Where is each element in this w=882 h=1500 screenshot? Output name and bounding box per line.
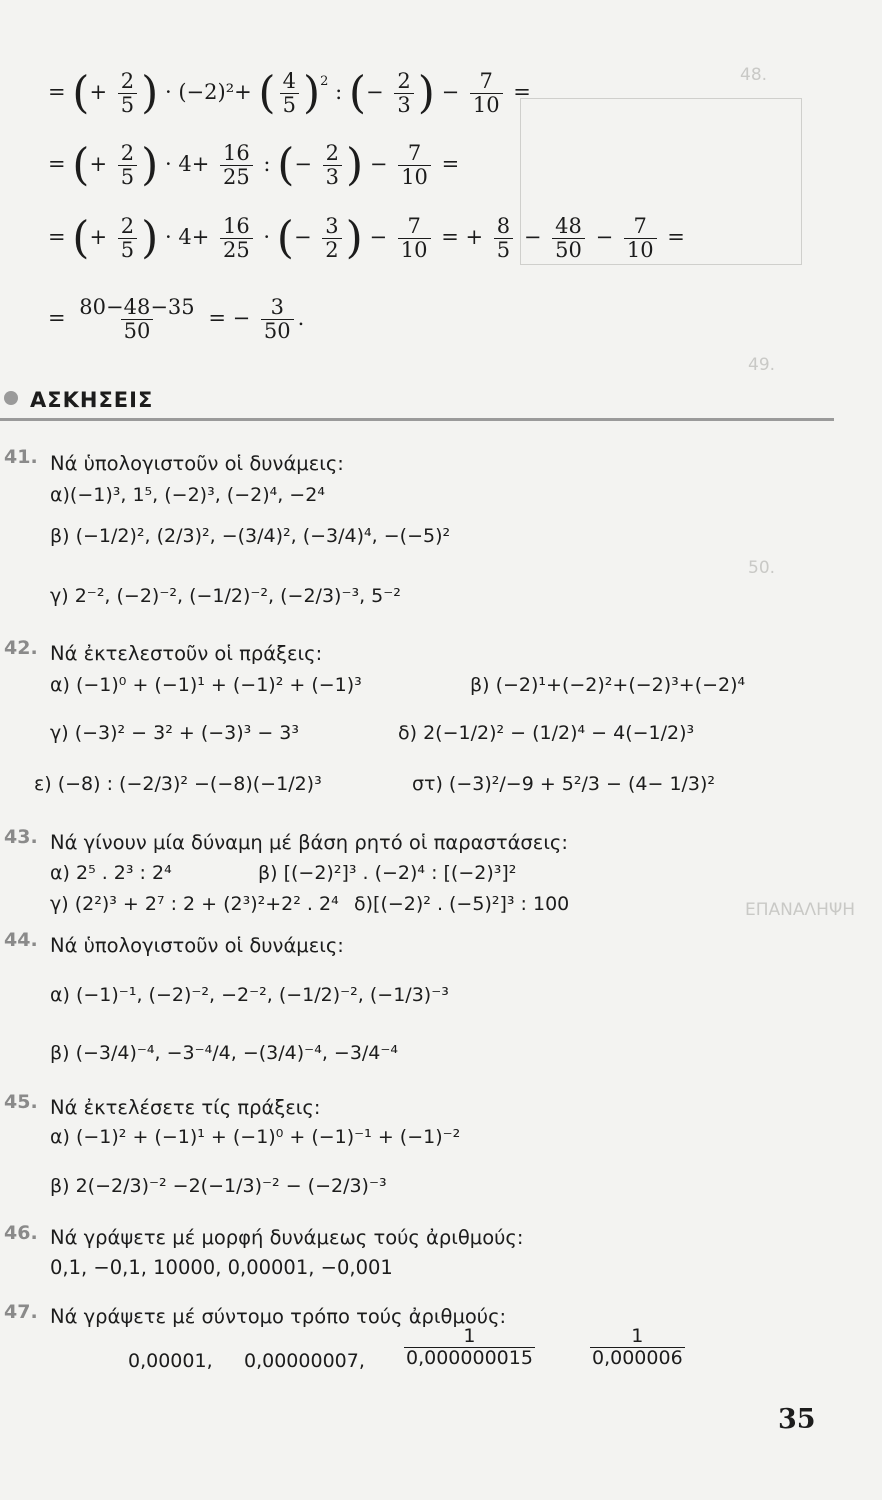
bleed-through-text: 50.: [748, 558, 776, 578]
exercise-41-part-a: α)(−1)³, 1⁵, (−2)³, (−2)⁴, −2⁴: [50, 484, 325, 506]
exercise-47-number-b: 0,00000007,: [244, 1350, 365, 1372]
bleed-through-text: 49.: [748, 355, 776, 375]
exercise-43-text: Νά γίνουν μία δύναμη μέ βάση ρητό οἱ παραστάσεις:: [50, 831, 568, 854]
exercise-42-part-d: δ) 2(−1/2)² − (1/2)⁴ − 4(−1/2)³: [398, 722, 695, 744]
exercise-45-part-b: β) 2(−2/3)⁻² −2(−1/3)⁻² − (−2/3)⁻³: [50, 1175, 387, 1197]
exercise-41-number: 41.: [4, 446, 38, 468]
exercise-44-part-b: β) (−3/4)⁻⁴, −3⁻⁴/4, −(3/4)⁻⁴, −3/4⁻⁴: [50, 1042, 399, 1064]
exercise-47-fraction-c: $\frac{1}{0,000000015}$: [406, 1325, 533, 1369]
exercise-42-part-a: α) (−1)⁰ + (−1)¹ + (−1)² + (−1)³: [50, 674, 362, 696]
exercise-42-part-b: β) (−2)¹+(−2)²+(−2)³+(−2)⁴: [470, 674, 746, 696]
section-rule: [0, 418, 834, 421]
exercise-47-number-a: 0,00001,: [128, 1350, 213, 1372]
exercise-43-part-a: α) 2⁵ . 2³ : 2⁴: [50, 862, 172, 884]
bleed-through-text: ΕΠΑΝΑΛΗΨΗ: [745, 900, 856, 920]
section-bullet: [4, 391, 18, 405]
exercise-46-numbers: 0,1, −0,1, 10000, 0,00001, −0,001: [50, 1256, 393, 1279]
exercise-43-part-c: γ) (2²)³ + 2⁷ : 2 + (2³)²+2² . 2⁴: [50, 893, 339, 915]
exercise-45-part-a: α) (−1)² + (−1)¹ + (−1)⁰ + (−1)⁻¹ + (−1)⁻²: [50, 1126, 461, 1148]
exercise-47-fraction-d: $\frac{1}{0,000006}$: [592, 1325, 683, 1369]
exercise-41-text: Νά ὑπολογιστοῦν οἱ δυνάμεις:: [50, 452, 344, 475]
exercise-46-number: 46.: [4, 1222, 38, 1244]
exercise-42-part-c: γ) (−3)² − 3² + (−3)³ − 3³: [50, 722, 300, 744]
exercise-44-text: Νά ὑπολογιστοῦν οἱ δυνάμεις:: [50, 934, 344, 957]
section-title: ΑΣΚΗΣΕΙΣ: [30, 388, 154, 412]
exercise-42-part-f: στ) (−3)²/−9 + 5²/3 − (4− 1/3)²: [412, 773, 716, 795]
exercise-41-part-b: β) (−1/2)², (2/3)², −(3/4)², (−3/4)⁴, −(−5)²: [50, 525, 451, 547]
derivation-line-1: = (+ $\frac{2}{5}$ ) · (−2)²+ ( $\frac{4}{5}$ )$^2$ : (− $\frac{2}{3}$ ) − $\frac{7}{10}$ =: [48, 67, 531, 119]
exercise-42-part-e: ε) (−8) : (−2/3)² −(−8)(−1/2)³: [34, 773, 322, 795]
page-number: 35: [778, 1404, 816, 1435]
exercise-45-number: 45.: [4, 1091, 38, 1113]
exercise-43-part-b: β) [(−2)²]³ . (−2)⁴ : [(−2)³]²: [258, 862, 517, 884]
exercise-41-part-c: γ) 2⁻², (−2)⁻², (−1/2)⁻², (−2/3)⁻³, 5⁻²: [50, 585, 401, 607]
exercise-44-number: 44.: [4, 929, 38, 951]
bleed-through-text: 48.: [740, 65, 768, 85]
exercise-46-text: Νά γράψετε μέ μορφή δυνάμεως τούς ἀριθμούς:: [50, 1226, 524, 1249]
exercise-47-text: Νά γράψετε μέ σύντομο τρόπο τούς ἀριθμούς:: [50, 1305, 507, 1328]
exercise-47-number: 47.: [4, 1301, 38, 1323]
exercise-44-part-a: α) (−1)⁻¹, (−2)⁻², −2⁻², (−1/2)⁻², (−1/3)⁻³: [50, 984, 449, 1006]
exercise-45-text: Νά ἐκτελέσετε τίς πράξεις:: [50, 1096, 321, 1119]
exercise-42-text: Νά ἐκτελεστοῦν οἱ πράξεις:: [50, 642, 323, 665]
derivation-line-2: = (+ $\frac{2}{5}$ ) · 4+ $\frac{16}{25}$ : (− $\frac{2}{3}$ ) − $\frac{7}{10}$ =: [48, 139, 460, 191]
derivation-line-4: = $\frac{80-48-35}{50}$ = − $\frac{3}{50}$ .: [48, 295, 305, 344]
exercise-43-number: 43.: [4, 826, 38, 848]
exercise-42-number: 42.: [4, 637, 38, 659]
derivation-line-3: = (+ $\frac{2}{5}$ ) · 4+ $\frac{16}{25}$ · (− $\frac{3}{2}$ ) − $\frac{7}{10}$ = + $\frac{8}{5}$ − $\frac{48}{50}$ − $\frac{7}{10}$ =: [48, 212, 685, 264]
exercise-43-part-d: δ)[(−2)² . (−5)²]³ : 100: [354, 893, 570, 915]
